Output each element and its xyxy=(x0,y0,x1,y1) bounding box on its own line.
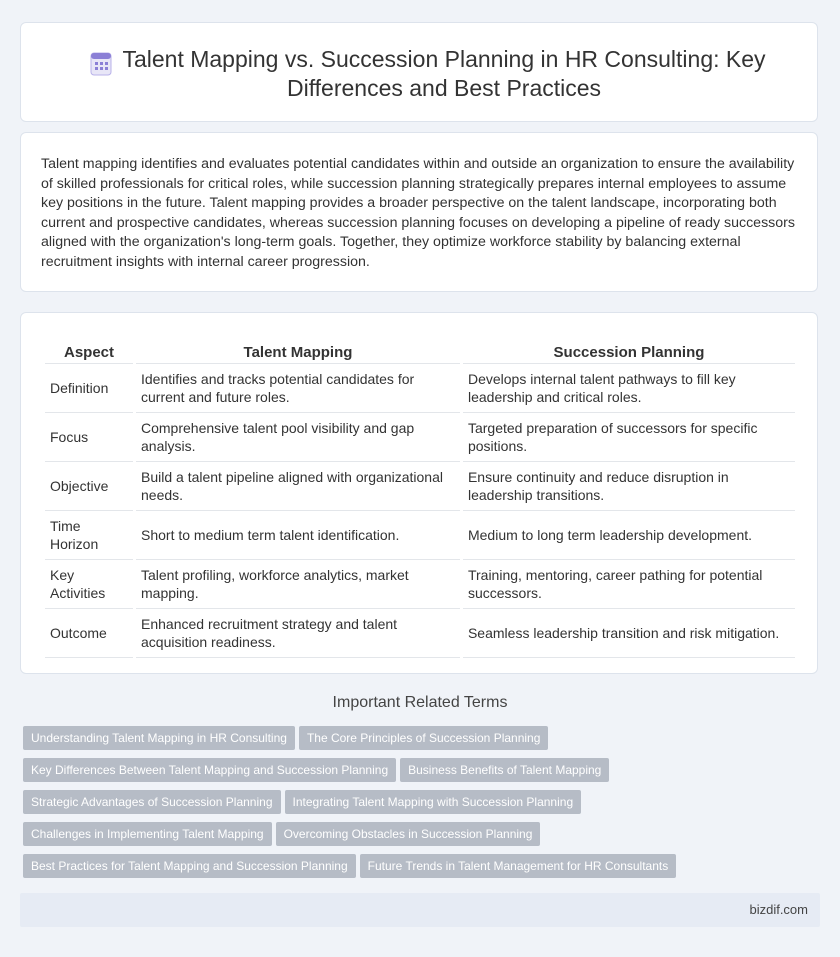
header-aspect: Aspect xyxy=(45,333,133,364)
table-row xyxy=(45,413,795,462)
footer-bar xyxy=(20,893,820,927)
related-term-link[interactable]: Business Benefits of Talent Mapping xyxy=(400,758,609,782)
intro-card xyxy=(20,132,818,292)
page-title: Talent Mapping vs. Succession Planning in HR Consulting: Key Differences and Best Practices xyxy=(122,46,766,101)
table-row xyxy=(45,511,795,560)
related-term-link[interactable]: Future Trends in Talent Management for HR Consultants xyxy=(360,854,677,878)
related-term-link[interactable]: Challenges in Implementing Talent Mapping xyxy=(23,822,272,846)
related-terms-list xyxy=(23,726,803,886)
footer-site-link[interactable]: bizdif.com xyxy=(749,902,808,917)
table-row xyxy=(45,560,795,609)
row-aspect: Time Horizon xyxy=(45,511,133,560)
related-term-link[interactable]: Integrating Talent Mapping with Succession Planning xyxy=(285,790,582,814)
header-card xyxy=(20,22,818,122)
row-succession-planning: Develops internal talent pathways to fill key leadership and critical roles. xyxy=(463,364,795,413)
header-talent-mapping: Talent Mapping xyxy=(136,333,460,364)
header-succession-planning: Succession Planning xyxy=(463,333,795,364)
row-aspect: Objective xyxy=(45,462,133,511)
comparison-table-card xyxy=(20,312,818,674)
row-succession-planning: Training, mentoring, career pathing for potential successors. xyxy=(463,560,795,609)
row-aspect: Focus xyxy=(45,413,133,462)
row-talent-mapping: Short to medium term talent identification. xyxy=(136,511,460,560)
row-succession-planning: Targeted preparation of successors for specific positions. xyxy=(463,413,795,462)
intro-paragraph: Talent mapping identifies and evaluates potential candidates within and outside an organization to ensure the availability of skilled professionals for critical roles, while succession planning strategically prepares internal employees to assume key positions in the future. Talent mapping provides a broader perspective on the talent landscape, incorporating both current and prospective candidates, whereas succession planning focuses on developing a pipeline of ready successors aligned with the organization's long-term goals. Together, they optimize workforce stability by balancing external recruitment insights with internal career progression. xyxy=(41,156,795,270)
related-terms-title: Important Related Terms xyxy=(332,694,508,711)
related-term-link[interactable]: Best Practices for Talent Mapping and Succession Planning xyxy=(23,854,356,878)
table-row xyxy=(45,462,795,511)
row-talent-mapping: Comprehensive talent pool visibility and gap analysis. xyxy=(136,413,460,462)
related-term-link[interactable]: Understanding Talent Mapping in HR Consulting xyxy=(23,726,295,750)
row-aspect: Outcome xyxy=(45,609,133,658)
row-aspect: Definition xyxy=(45,364,133,413)
table-row xyxy=(45,609,795,658)
row-succession-planning: Seamless leadership transition and risk mitigation. xyxy=(463,609,795,658)
row-talent-mapping: Identifies and tracks potential candidates for current and future roles. xyxy=(136,364,460,413)
related-term-link[interactable]: Key Differences Between Talent Mapping and Succession Planning xyxy=(23,758,396,782)
related-term-link[interactable]: Overcoming Obstacles in Succession Planning xyxy=(276,822,541,846)
row-talent-mapping: Build a talent pipeline aligned with organizational needs. xyxy=(136,462,460,511)
row-talent-mapping: Talent profiling, workforce analytics, market mapping. xyxy=(136,560,460,609)
table-header-row xyxy=(45,333,795,364)
table-row xyxy=(45,364,795,413)
row-succession-planning: Ensure continuity and reduce disruption in leadership transitions. xyxy=(463,462,795,511)
row-succession-planning: Medium to long term leadership development. xyxy=(463,511,795,560)
related-term-link[interactable]: Strategic Advantages of Succession Planning xyxy=(23,790,281,814)
row-aspect: Key Activities xyxy=(45,560,133,609)
related-term-link[interactable]: The Core Principles of Succession Planning xyxy=(299,726,548,750)
row-talent-mapping: Enhanced recruitment strategy and talent acquisition readiness. xyxy=(136,609,460,658)
comparison-table xyxy=(42,333,798,658)
